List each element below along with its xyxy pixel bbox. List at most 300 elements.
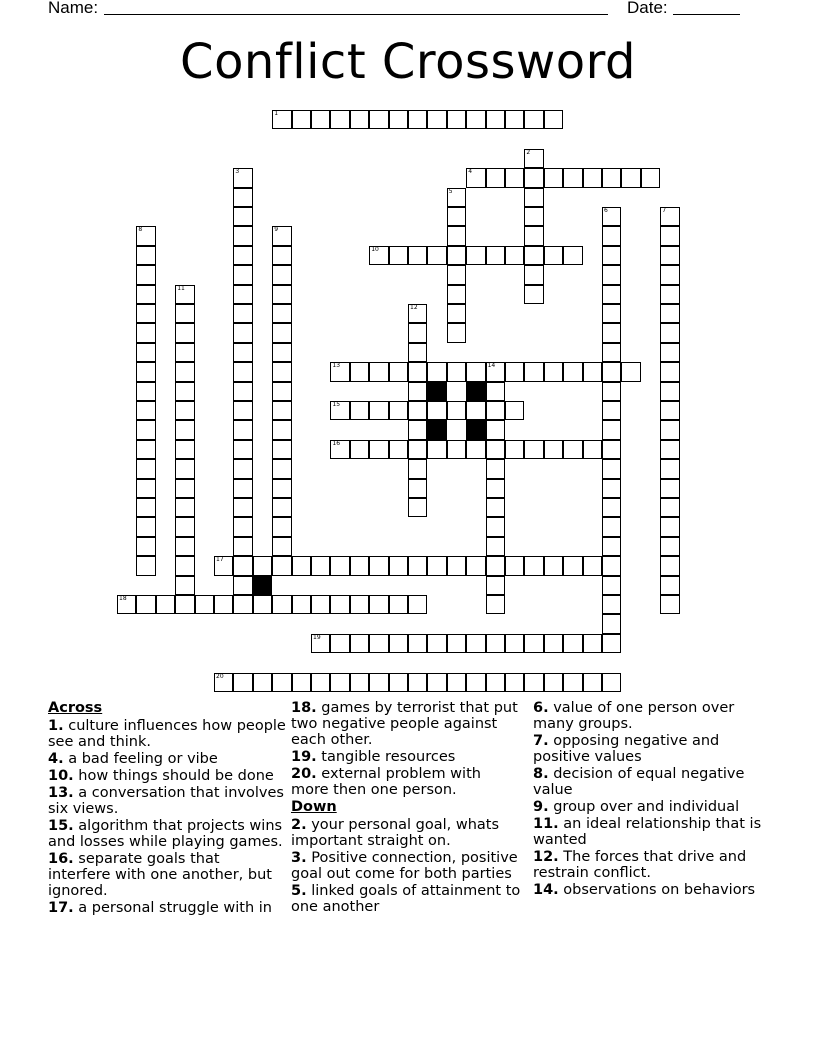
grid-cell[interactable]: [447, 440, 466, 459]
grid-cell[interactable]: [505, 556, 524, 575]
grid-cell[interactable]: [136, 420, 155, 439]
grid-cell[interactable]: [486, 362, 505, 381]
grid-cell[interactable]: [447, 110, 466, 129]
grid-cell[interactable]: [233, 401, 252, 420]
grid-cell[interactable]: [408, 343, 427, 362]
grid-cell[interactable]: [466, 401, 485, 420]
grid-cell[interactable]: [272, 285, 291, 304]
grid-cell[interactable]: [175, 382, 194, 401]
grid-cell[interactable]: [486, 246, 505, 265]
grid-cell[interactable]: [486, 517, 505, 536]
grid-cell[interactable]: [272, 673, 291, 692]
grid-cell[interactable]: [369, 246, 388, 265]
grid-cell[interactable]: [602, 634, 621, 653]
grid-cell[interactable]: [330, 362, 349, 381]
grid-cell[interactable]: [253, 556, 272, 575]
grid-cell[interactable]: [486, 168, 505, 187]
grid-cell[interactable]: [563, 556, 582, 575]
grid-cell[interactable]: [544, 246, 563, 265]
grid-cell[interactable]: [602, 226, 621, 245]
grid-cell[interactable]: [292, 595, 311, 614]
grid-cell[interactable]: [602, 576, 621, 595]
grid-cell[interactable]: [505, 362, 524, 381]
grid-cell[interactable]: [583, 362, 602, 381]
grid-cell[interactable]: [350, 634, 369, 653]
grid-cell[interactable]: [408, 420, 427, 439]
grid-cell[interactable]: [330, 673, 349, 692]
grid-cell[interactable]: [602, 595, 621, 614]
grid-cell[interactable]: [136, 323, 155, 342]
grid-cell[interactable]: [175, 576, 194, 595]
grid-cell[interactable]: [583, 556, 602, 575]
grid-cell[interactable]: [136, 246, 155, 265]
grid-cell[interactable]: [447, 673, 466, 692]
grid-cell[interactable]: [602, 498, 621, 517]
grid-cell[interactable]: [602, 537, 621, 556]
grid-cell[interactable]: [408, 382, 427, 401]
grid-cell[interactable]: [602, 168, 621, 187]
grid-cell[interactable]: [447, 556, 466, 575]
grid-cell[interactable]: [233, 207, 252, 226]
grid-cell[interactable]: [486, 401, 505, 420]
grid-cell[interactable]: [602, 614, 621, 633]
grid-cell[interactable]: [233, 479, 252, 498]
grid-cell[interactable]: [602, 673, 621, 692]
grid-cell[interactable]: [272, 362, 291, 381]
grid-cell[interactable]: [660, 265, 679, 284]
grid-cell[interactable]: [466, 440, 485, 459]
grid-cell[interactable]: [602, 343, 621, 362]
grid-cell[interactable]: [660, 459, 679, 478]
grid-cell[interactable]: [350, 440, 369, 459]
grid-cell[interactable]: [350, 110, 369, 129]
grid-cell[interactable]: [272, 304, 291, 323]
grid-cell[interactable]: [389, 634, 408, 653]
grid-cell[interactable]: [524, 362, 543, 381]
grid-cell[interactable]: [272, 595, 291, 614]
grid-cell[interactable]: [660, 576, 679, 595]
grid-cell[interactable]: [389, 110, 408, 129]
grid-cell[interactable]: [486, 479, 505, 498]
grid-cell[interactable]: [486, 498, 505, 517]
grid-cell[interactable]: [447, 634, 466, 653]
grid-cell[interactable]: [466, 673, 485, 692]
grid-cell[interactable]: [272, 226, 291, 245]
grid-cell[interactable]: [524, 440, 543, 459]
grid-cell[interactable]: [136, 285, 155, 304]
clue-text: opposing negative and positive values: [533, 733, 720, 765]
grid-cell[interactable]: [524, 634, 543, 653]
grid-cell[interactable]: [233, 459, 252, 478]
clue-number: 12.: [533, 849, 559, 865]
grid-cell[interactable]: [544, 362, 563, 381]
grid-cell[interactable]: [447, 188, 466, 207]
grid-cell[interactable]: [292, 673, 311, 692]
grid-cell[interactable]: [233, 556, 252, 575]
grid-cell[interactable]: [524, 207, 543, 226]
grid-cell[interactable]: [524, 149, 543, 168]
grid-cell[interactable]: [136, 595, 155, 614]
grid-cell[interactable]: [408, 673, 427, 692]
grid-cell[interactable]: [427, 401, 446, 420]
grid-cell[interactable]: [505, 168, 524, 187]
grid-cell[interactable]: [660, 362, 679, 381]
grid-cell[interactable]: [408, 304, 427, 323]
grid-cell[interactable]: [466, 110, 485, 129]
grid-cell[interactable]: [311, 673, 330, 692]
grid-cell[interactable]: [563, 362, 582, 381]
grid-cell[interactable]: [660, 517, 679, 536]
grid-cell[interactable]: [233, 362, 252, 381]
grid-cell[interactable]: [350, 673, 369, 692]
grid-cell[interactable]: [447, 246, 466, 265]
grid-cell[interactable]: [447, 304, 466, 323]
grid-cell[interactable]: [233, 226, 252, 245]
grid-cell[interactable]: [408, 556, 427, 575]
grid-cell[interactable]: [583, 168, 602, 187]
grid-cell[interactable]: [660, 498, 679, 517]
grid-cell[interactable]: [408, 110, 427, 129]
grid-cell[interactable]: [233, 343, 252, 362]
grid-cell[interactable]: [233, 517, 252, 536]
grid-cell[interactable]: [505, 440, 524, 459]
grid-cell[interactable]: [136, 498, 155, 517]
grid-cell[interactable]: [602, 207, 621, 226]
grid-cell[interactable]: [156, 595, 175, 614]
grid-cell[interactable]: [136, 226, 155, 245]
grid-cell[interactable]: [272, 537, 291, 556]
grid-cell[interactable]: [660, 440, 679, 459]
grid-cell[interactable]: [486, 576, 505, 595]
grid-cell[interactable]: [175, 304, 194, 323]
grid-cell[interactable]: [350, 401, 369, 420]
grid-cell[interactable]: [272, 401, 291, 420]
grid-cell[interactable]: [389, 246, 408, 265]
grid-cell[interactable]: [136, 343, 155, 362]
clue-number: 7.: [533, 733, 549, 749]
grid-cell[interactable]: [233, 420, 252, 439]
grid-cell[interactable]: [641, 168, 660, 187]
grid-cell[interactable]: [563, 634, 582, 653]
grid-cell[interactable]: [233, 265, 252, 284]
grid-cell[interactable]: [233, 537, 252, 556]
grid-cell[interactable]: [117, 595, 136, 614]
grid-cell[interactable]: [505, 401, 524, 420]
grid-cell[interactable]: [350, 556, 369, 575]
grid-cell[interactable]: [408, 323, 427, 342]
grid-cell[interactable]: [602, 265, 621, 284]
grid-cell[interactable]: [486, 420, 505, 439]
grid-cell[interactable]: [524, 556, 543, 575]
grid-cell[interactable]: [486, 440, 505, 459]
grid-cell[interactable]: [427, 673, 446, 692]
grid-cell[interactable]: [136, 265, 155, 284]
grid-cell[interactable]: [447, 401, 466, 420]
grid-cell[interactable]: [136, 382, 155, 401]
grid-cell[interactable]: [214, 556, 233, 575]
grid-cell[interactable]: [369, 595, 388, 614]
grid-cell[interactable]: [369, 440, 388, 459]
grid-cell[interactable]: [660, 595, 679, 614]
grid-cell[interactable]: [544, 168, 563, 187]
grid-cell[interactable]: [602, 517, 621, 536]
grid-cell[interactable]: [602, 304, 621, 323]
grid-cell[interactable]: [389, 362, 408, 381]
grid-cell[interactable]: [233, 440, 252, 459]
grid-cell[interactable]: [175, 323, 194, 342]
grid-cell[interactable]: [233, 168, 252, 187]
grid-cell[interactable]: [233, 673, 252, 692]
grid-cell[interactable]: [660, 207, 679, 226]
grid-cell[interactable]: [136, 459, 155, 478]
grid-cell[interactable]: [253, 673, 272, 692]
grid-cell[interactable]: [272, 246, 291, 265]
grid-cell[interactable]: [408, 440, 427, 459]
grid-cell[interactable]: [660, 479, 679, 498]
grid-cell[interactable]: [524, 110, 543, 129]
grid-cell[interactable]: [311, 110, 330, 129]
grid-cell[interactable]: [136, 440, 155, 459]
grid-cell[interactable]: [272, 265, 291, 284]
grid-cell[interactable]: [136, 517, 155, 536]
grid-cell[interactable]: [408, 595, 427, 614]
grid-cell[interactable]: [136, 362, 155, 381]
grid-cell[interactable]: [602, 479, 621, 498]
grid-cell[interactable]: [583, 634, 602, 653]
grid-cell[interactable]: [621, 168, 640, 187]
grid-cell[interactable]: [330, 110, 349, 129]
grid-cell[interactable]: [369, 556, 388, 575]
grid-cell[interactable]: [602, 440, 621, 459]
grid-cell[interactable]: [602, 382, 621, 401]
grid-cell[interactable]: [389, 595, 408, 614]
grid-cell[interactable]: [214, 673, 233, 692]
grid-cell[interactable]: [583, 440, 602, 459]
grid-cell[interactable]: [563, 673, 582, 692]
grid-cell[interactable]: [272, 479, 291, 498]
grid-cell[interactable]: [272, 498, 291, 517]
grid-cell[interactable]: [233, 382, 252, 401]
grid-cell[interactable]: [447, 323, 466, 342]
grid-cell[interactable]: [486, 595, 505, 614]
grid-cell[interactable]: [602, 362, 621, 381]
grid-cell[interactable]: [214, 595, 233, 614]
grid-cell[interactable]: [447, 226, 466, 245]
grid-cell[interactable]: [272, 440, 291, 459]
grid-cell[interactable]: [330, 401, 349, 420]
grid-cell[interactable]: [136, 479, 155, 498]
grid-cell[interactable]: [408, 498, 427, 517]
grid-cell[interactable]: [311, 634, 330, 653]
grid-cell[interactable]: [447, 362, 466, 381]
grid-cell[interactable]: [427, 246, 446, 265]
grid-cell[interactable]: [524, 226, 543, 245]
grid-cell[interactable]: [466, 168, 485, 187]
grid-cell[interactable]: [272, 323, 291, 342]
grid-cell[interactable]: [602, 401, 621, 420]
grid-cell[interactable]: [330, 595, 349, 614]
grid-cell[interactable]: [466, 556, 485, 575]
grid-cell[interactable]: [272, 459, 291, 478]
grid-cell[interactable]: [563, 168, 582, 187]
grid-cell[interactable]: [524, 265, 543, 284]
grid-cell[interactable]: [136, 401, 155, 420]
grid-cell[interactable]: [175, 401, 194, 420]
grid-cell[interactable]: [486, 673, 505, 692]
grid-cell[interactable]: [233, 323, 252, 342]
grid-cell[interactable]: [330, 440, 349, 459]
grid-cell[interactable]: [486, 110, 505, 129]
clue-number-label: 15: [332, 401, 341, 408]
grid-cell[interactable]: [524, 285, 543, 304]
grid-cell[interactable]: [427, 362, 446, 381]
grid-cell[interactable]: [602, 459, 621, 478]
grid-cell[interactable]: [486, 382, 505, 401]
grid-cell[interactable]: [175, 498, 194, 517]
grid-cell[interactable]: [486, 634, 505, 653]
grid-cell[interactable]: [272, 556, 291, 575]
grid-cell[interactable]: [408, 479, 427, 498]
grid-cell[interactable]: [505, 634, 524, 653]
grid-cell[interactable]: [583, 673, 602, 692]
grid-cell[interactable]: [311, 595, 330, 614]
grid-cell[interactable]: [602, 246, 621, 265]
grid-cell[interactable]: [272, 517, 291, 536]
grid-cell[interactable]: [621, 362, 640, 381]
grid-cell[interactable]: [175, 517, 194, 536]
clue-item: [533, 766, 763, 798]
grid-cell[interactable]: [350, 362, 369, 381]
grid-cell[interactable]: [660, 343, 679, 362]
grid-cell[interactable]: [195, 595, 214, 614]
grid-cell[interactable]: [350, 595, 369, 614]
grid-cell[interactable]: [136, 556, 155, 575]
grid-cell[interactable]: [233, 304, 252, 323]
grid-cell[interactable]: [660, 323, 679, 342]
grid-cell[interactable]: [660, 401, 679, 420]
grid-cell[interactable]: [330, 634, 349, 653]
grid-cell[interactable]: [427, 110, 446, 129]
grid-cell[interactable]: [524, 168, 543, 187]
grid-cell[interactable]: [486, 556, 505, 575]
grid-cell[interactable]: [175, 362, 194, 381]
grid-cell[interactable]: [369, 634, 388, 653]
grid-cell[interactable]: [175, 285, 194, 304]
grid-cell[interactable]: [175, 595, 194, 614]
grid-cell[interactable]: [330, 556, 349, 575]
grid-cell[interactable]: [660, 226, 679, 245]
grid-cell[interactable]: [292, 110, 311, 129]
grid-cell[interactable]: [544, 634, 563, 653]
grid-cell[interactable]: [233, 595, 252, 614]
grid-cell[interactable]: [466, 362, 485, 381]
grid-cell[interactable]: [175, 440, 194, 459]
grid-cell[interactable]: [233, 246, 252, 265]
grid-cell[interactable]: [544, 673, 563, 692]
grid-cell[interactable]: [466, 246, 485, 265]
grid-cell[interactable]: [563, 246, 582, 265]
grid-cell[interactable]: [602, 420, 621, 439]
grid-cell[interactable]: [136, 304, 155, 323]
grid-cell[interactable]: [175, 420, 194, 439]
grid-cell[interactable]: [544, 440, 563, 459]
grid-cell[interactable]: [175, 556, 194, 575]
grid-cell[interactable]: [369, 110, 388, 129]
grid-cell[interactable]: [408, 459, 427, 478]
grid-cell[interactable]: [253, 595, 272, 614]
grid-cell[interactable]: [660, 556, 679, 575]
grid-cell[interactable]: [447, 207, 466, 226]
grid-cell[interactable]: [369, 401, 388, 420]
grid-cell[interactable]: [408, 401, 427, 420]
grid-cell[interactable]: [660, 537, 679, 556]
grid-cell[interactable]: [544, 556, 563, 575]
grid-cell[interactable]: [447, 265, 466, 284]
grid-cell[interactable]: [427, 556, 446, 575]
grid-cell[interactable]: [272, 343, 291, 362]
grid-cell[interactable]: [660, 285, 679, 304]
name-field[interactable]: [104, 14, 608, 15]
grid-cell[interactable]: [175, 479, 194, 498]
grid-cell[interactable]: [272, 420, 291, 439]
grid-cell[interactable]: [524, 673, 543, 692]
grid-cell[interactable]: [602, 323, 621, 342]
grid-cell[interactable]: [233, 498, 252, 517]
grid-cell[interactable]: [389, 401, 408, 420]
grid-cell[interactable]: [544, 110, 563, 129]
grid-cell[interactable]: [408, 246, 427, 265]
grid-cell[interactable]: [505, 246, 524, 265]
grid-cell[interactable]: [233, 285, 252, 304]
date-field[interactable]: [673, 14, 740, 15]
grid-cell[interactable]: [524, 188, 543, 207]
grid-cell[interactable]: [505, 673, 524, 692]
grid-cell[interactable]: [427, 634, 446, 653]
grid-cell[interactable]: [136, 537, 155, 556]
grid-cell[interactable]: [175, 459, 194, 478]
grid-cell[interactable]: [175, 537, 194, 556]
grid-cell[interactable]: [408, 362, 427, 381]
grid-cell[interactable]: [272, 382, 291, 401]
grid-cell[interactable]: [408, 634, 427, 653]
grid-cell[interactable]: [233, 576, 252, 595]
grid-cell[interactable]: [292, 556, 311, 575]
grid-cell[interactable]: [389, 673, 408, 692]
grid-cell[interactable]: [389, 440, 408, 459]
grid-cell[interactable]: [466, 634, 485, 653]
grid-cell[interactable]: [175, 343, 194, 362]
grid-cell[interactable]: [660, 246, 679, 265]
grid-cell[interactable]: [389, 556, 408, 575]
grid-cell[interactable]: [369, 362, 388, 381]
grid-cell[interactable]: [563, 440, 582, 459]
grid-cell[interactable]: [369, 673, 388, 692]
grid-cell[interactable]: [447, 285, 466, 304]
grid-cell[interactable]: [505, 110, 524, 129]
grid-cell[interactable]: [524, 246, 543, 265]
grid-cell[interactable]: [272, 110, 291, 129]
grid-cell[interactable]: [602, 556, 621, 575]
grid-cell[interactable]: [311, 556, 330, 575]
grid-cell[interactable]: [427, 440, 446, 459]
grid-cell[interactable]: [233, 188, 252, 207]
grid-cell[interactable]: [660, 420, 679, 439]
grid-cell[interactable]: [660, 304, 679, 323]
grid-cell[interactable]: [602, 285, 621, 304]
grid-cell[interactable]: [486, 537, 505, 556]
grid-cell[interactable]: [486, 459, 505, 478]
grid-cell[interactable]: [660, 382, 679, 401]
